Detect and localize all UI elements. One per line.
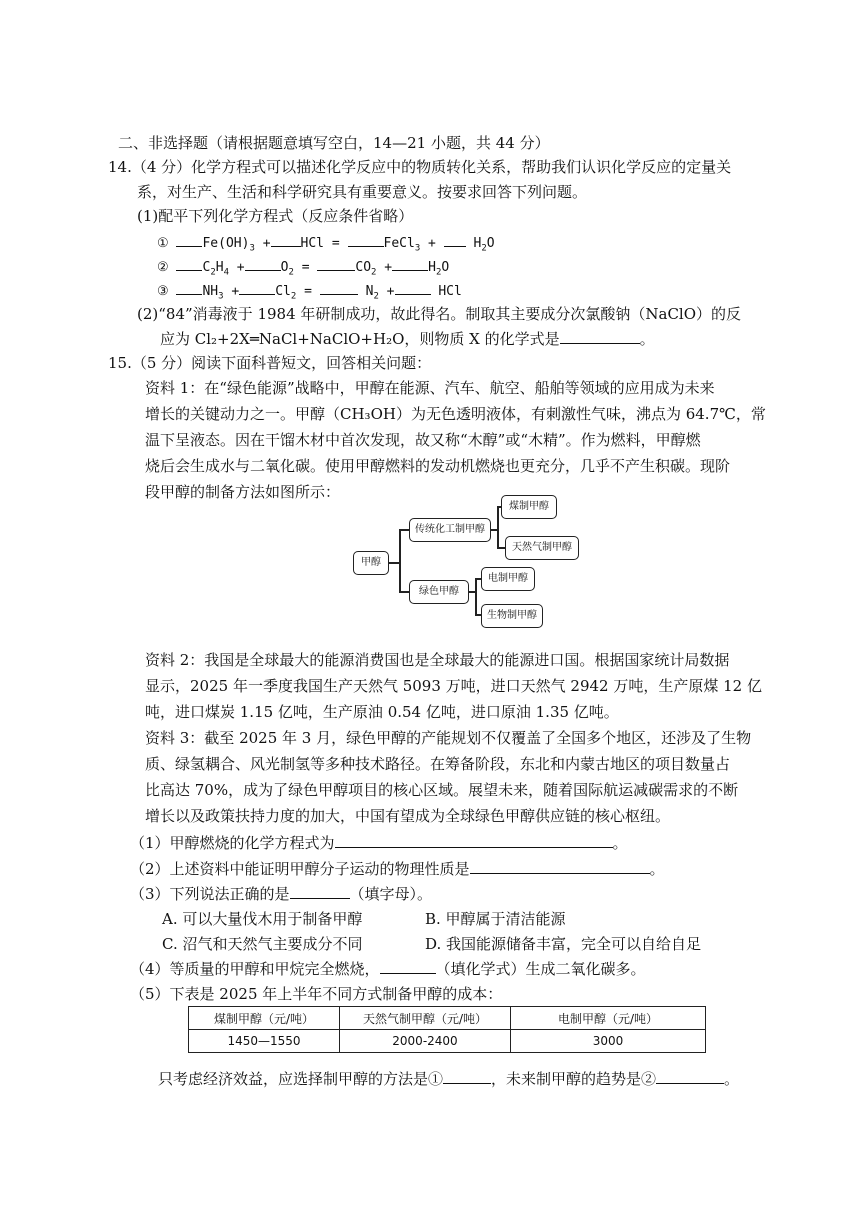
equation-1: ① $Fe(OH)_3$ + HCl = FeCl$_3$ + $H_2O$ [157,232,495,258]
q15-sub2: （2）上述资料中能证明甲醇分子运动的物理性质是 。 [130,860,665,878]
table-cell-electric: 3000 [511,1030,706,1053]
table-cell-gas: 2000-2400 [340,1030,511,1053]
option-b: B. 甲醇属于清洁能源 [425,910,566,928]
q15-final: 只考虑经济效益，应选择制甲醇的方法是① ，未来制甲醇的趋势是② 。 [158,1070,740,1088]
table-row [189,1030,706,1053]
material1-line3: 温下呈液态。因在干馏木材中首次发现，故又称“木醇”或“木精”。作为燃料，甲醇燃 [145,431,701,449]
q15-sub1: （1）甲醇燃烧的化学方程式为 。 [130,834,628,852]
table-header-row [189,1007,706,1030]
diagram-root: 甲醇 [353,551,389,575]
option-a: A. 可以大量伐木用于制备甲醇 [162,910,363,928]
material2-line3: 吨，进口煤炭 1.15 亿吨，生产原油 0.54 亿吨，进口原油 1.35 亿吨。 [145,703,619,721]
diagram-branch-green: 绿色甲醇 [409,580,469,604]
material3-line3: 比高达 70%，成为了绿色甲醇项目的核心区域。展望未来，随着国际航运减碳需求的不断 [145,781,739,799]
equation-2: ② $C_2H_4 + O_2 = CO_2 + H_2O$ [157,256,449,282]
equation-3: ③ $NH_3 + Cl_2 = N_2$ + HCl [157,280,462,306]
q14-stem-line1: 14.（4 分）化学方程式可以描述化学反应中的物质转化关系，帮助我们认识化学反应的定量关 [108,158,732,176]
cost-table [188,1006,706,1053]
material1-line1: 资料 1：在“绿色能源”战略中，甲醇在能源、汽车、航空、船舶等领域的应用成为未来 [145,379,715,397]
section-heading: 二、非选择题（请根据题意填写空白，14—21 小题，共 44 分） [118,134,550,152]
material1-line2: 增长的关键动力之一。甲醇（CH₃OH）为无色透明液体，有刺激性气味，沸点为 64.7℃，常 [145,405,766,423]
material3-line4: 增长以及政策扶持力度的加大，中国有望成为全球绿色甲醇供应链的核心枢纽。 [145,807,671,825]
material3-line1: 资料 3：截至 2025 年 3 月，绿色甲醇的产能规划不仅覆盖了全国多个地区，还涉及了生物 [145,729,752,747]
q14-part2-line2: 应为 Cl₂+2X═NaCl+NaClO+H₂O，则物质 X 的化学式是 。 [160,330,655,348]
table-cell-coal: 1450—1550 [189,1030,340,1053]
material3-line2: 质、绿氢耦合、风光制氢等多种技术路径。在筹备阶段，东北和内蒙古地区的项目数量占 [145,755,731,773]
material2-line1: 资料 2：我国是全球最大的能源消费国也是全球最大的能源进口国。根据国家统计局数据 [145,651,730,669]
q14-part2-line1: (2)“84”消毒液于 1984 年研制成功，故此得名。制取其主要成分次氯酸钠（NaClO）的反 [137,305,742,323]
table-header-gas: 天然气制甲醇（元/吨） [340,1007,511,1030]
material2-line2: 显示，2025 年一季度我国生产天然气 5093 万吨，进口天然气 2942 万吨，生产原煤 12 亿 [145,677,762,695]
table-header-coal: 煤制甲醇（元/吨） [189,1007,340,1030]
q14-part1: (1)配平下列化学方程式（反应条件省略） [137,207,414,225]
option-d: D. 我国能源储备丰富，完全可以自给自足 [425,935,702,953]
diagram-leaf-natural-gas: 天然气制甲醇 [505,536,579,560]
diagram-leaf-coal: 煤制甲醇 [501,495,557,519]
diagram-leaf-bio: 生物制甲醇 [481,604,543,628]
q15-sub4: （4）等质量的甲醇和甲烷完全燃烧， （填化学式）生成二氧化碳多。 [130,960,646,978]
material1-line4: 烧后会生成水与二氧化碳。使用甲醇燃料的发动机燃烧也更充分，几乎不产生积碳。现阶 [145,457,731,475]
q15-sub3: （3）下列说法正确的是 （填字母）。 [130,885,433,903]
option-c: C. 沼气和天然气主要成分不同 [162,935,363,953]
table-header-electric: 电制甲醇（元/吨） [511,1007,706,1030]
q14-stem-line2: 系，对生产、生活和科学研究具有重要意义。按要求回答下列问题。 [137,183,588,201]
material1-line5: 段甲醇的制备方法如图所示： [145,483,341,501]
q15-sub5: （5）下表是 2025 年上半年不同方式制备甲醇的成本： [130,985,503,1003]
diagram-leaf-electric: 电制甲醇 [481,567,535,591]
diagram-branch-traditional: 传统化工制甲醇 [409,518,491,542]
q15-stem: 15.（5 分）阅读下面科普短文，回答相关问题： [108,354,432,372]
